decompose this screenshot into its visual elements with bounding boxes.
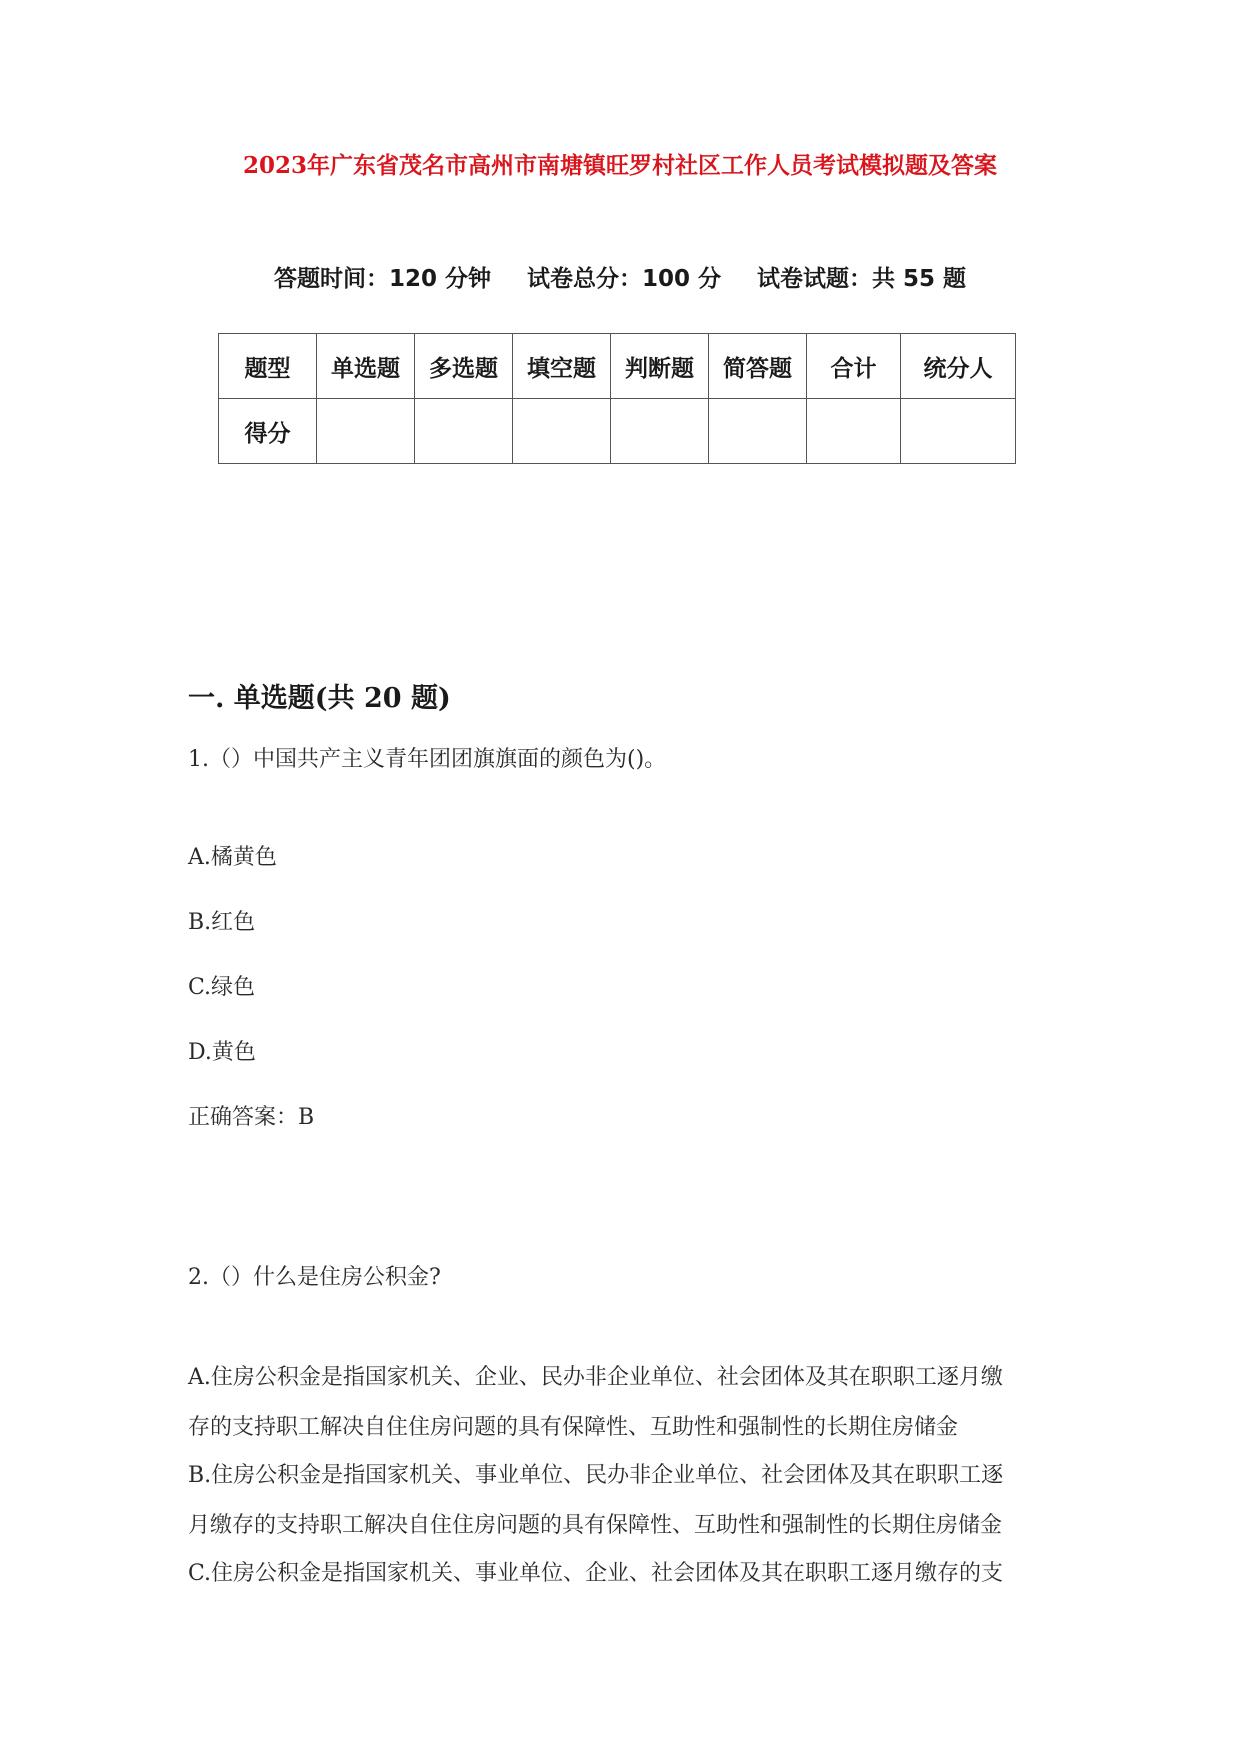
table-score-cell — [709, 399, 807, 464]
question-2-option-a-line-2: 存的支持职工解决自住住房问题的具有保障性、互助性和强制性的长期住房储金 — [188, 1415, 959, 1440]
table-header-cell: 多选题 — [415, 334, 513, 399]
exam-info — [0, 260, 1240, 293]
table-header-cell: 单选题 — [317, 334, 415, 399]
question-1-option-a: A.橘黄色 — [188, 845, 277, 870]
question-2-option-b-line-2: 月缴存的支持职工解决自住住房问题的具有保障性、互助性和强制性的长期住房储金 — [188, 1513, 1003, 1538]
section-heading: 一. 单选题(共 20 题) — [188, 683, 451, 714]
table-row-label: 得分 — [219, 399, 317, 464]
table-header-cell: 简答题 — [709, 334, 807, 399]
score-table — [218, 333, 1016, 464]
table-score-cell — [415, 399, 513, 464]
table-header-cell: 统分人 — [901, 334, 1016, 399]
exam-question-count: 试卷试题：共 55 题 — [757, 266, 967, 292]
table-header-cell: 填空题 — [513, 334, 611, 399]
table-header-cell: 合计 — [807, 334, 901, 399]
question-2-stem: 2.（）什么是住房公积金? — [188, 1265, 441, 1290]
table-header-cell: 判断题 — [611, 334, 709, 399]
question-1-option-c: C.绿色 — [188, 975, 256, 1000]
question-2-option-a-line-1: A.住房公积金是指国家机关、企业、民办非企业单位、社会团体及其在职职工逐月缴 — [188, 1365, 1003, 1390]
question-1-option-d: D.黄色 — [188, 1040, 256, 1065]
question-1-answer: 正确答案：B — [188, 1105, 315, 1130]
table-score-cell — [611, 399, 709, 464]
exam-total-score: 试卷总分：100 分 — [526, 266, 722, 292]
table-score-cell — [901, 399, 1016, 464]
score-table-score-row — [219, 399, 1016, 464]
table-score-cell — [317, 399, 415, 464]
score-table-header-row — [219, 334, 1016, 399]
table-score-cell — [807, 399, 901, 464]
question-1-stem: 1.（）中国共产主义青年团团旗旗面的颜色为()。 — [188, 747, 667, 772]
table-header-cell: 题型 — [219, 334, 317, 399]
table-score-cell — [513, 399, 611, 464]
question-2-option-b-line-1: B.住房公积金是指国家机关、事业单位、民办非企业单位、社会团体及其在职职工逐 — [188, 1463, 1004, 1488]
exam-time: 答题时间：120 分钟 — [273, 266, 491, 292]
question-1-option-b: B.红色 — [188, 910, 256, 935]
question-2-option-c-line-1: C.住房公积金是指国家机关、事业单位、企业、社会团体及其在职职工逐月缴存的支 — [188, 1561, 1004, 1586]
document-title: 2023年广东省茂名市高州市南塘镇旺罗村社区工作人员考试模拟题及答案 — [242, 152, 997, 179]
